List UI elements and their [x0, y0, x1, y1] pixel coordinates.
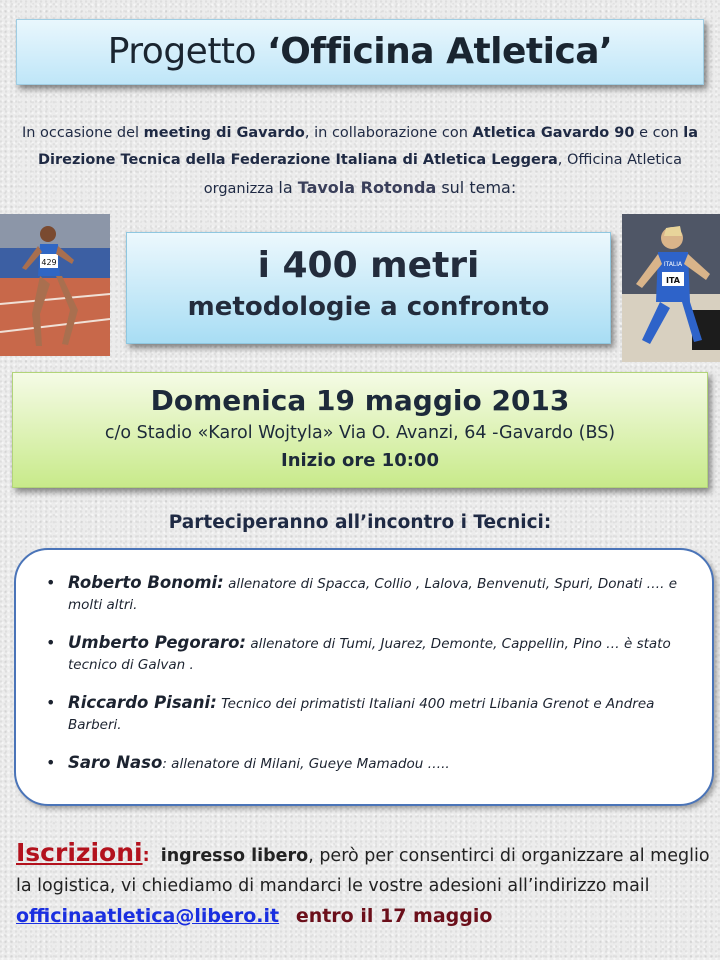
list-item — [46, 692, 686, 736]
technician-name: Riccardo Pisani: — [68, 693, 217, 712]
intro-club: Atletica Gavardo 90 — [472, 125, 635, 141]
free-entry: ingresso libero — [160, 846, 309, 866]
technicians-list — [14, 548, 714, 806]
technician-name: Saro Naso — [68, 753, 163, 772]
list-item — [46, 572, 686, 616]
registration-text: , però per consentirci di organizzare al meglio la logistica, vi chiediamo di mandarci le vostre adesioni all’indirizzo mail — [16, 846, 710, 896]
right-shirt-text: ITALIA — [663, 261, 683, 268]
registration-info — [16, 838, 710, 932]
technician-description: Tecnico dei primatisti Italiani 400 metri Libania Grenot e Andrea Barberi. — [68, 696, 655, 733]
title-prefix: Progetto — [107, 31, 268, 72]
technician-description: : allenatore di Milani, Gueye Mamadou ….. — [162, 756, 450, 772]
event-details-box — [12, 372, 708, 488]
intro-text-2: , in collaborazione con — [304, 125, 473, 141]
intro-text-5: sul tema: — [436, 178, 517, 197]
technician-description: allenatore di Tumi, Juarez, Demonte, Cappellin, Pino … è stato tecnico di Galvan . — [68, 636, 671, 673]
list-item — [46, 752, 686, 775]
intro-round-table: Tavola Rotonda — [297, 178, 437, 197]
event-venue: c/o Stadio «Karol Wojtyla» Via O. Avanzi, 64 -Gavardo (BS) — [104, 423, 616, 443]
registration-label: Iscrizioni — [16, 838, 143, 867]
bullet-icon: • — [46, 753, 56, 772]
topic-title: i 400 metri — [257, 245, 480, 286]
left-bib-number: 429 — [41, 258, 57, 267]
intro-la: la — [278, 178, 298, 197]
participants-heading: Parteciperanno all’incontro i Tecnici: — [168, 512, 552, 533]
topic-subtitle: metodologie a confronto — [187, 292, 550, 322]
runner-right-illustration — [622, 214, 720, 362]
bullet-icon: • — [46, 633, 56, 652]
intro-text-1: In occasione del — [21, 125, 144, 141]
bullet-icon: • — [46, 573, 56, 592]
bullet-icon: • — [46, 693, 56, 712]
page-title — [16, 19, 704, 85]
right-bib-text: ITA — [665, 276, 681, 285]
technician-description: allenatore di Spacca, Collio , Lalova, Benvenuti, Spuri, Donati …. e molti altri. — [68, 576, 678, 613]
athlete-photo-left — [0, 214, 110, 356]
athlete-photo-right — [622, 214, 720, 362]
registration-colon: : — [142, 846, 150, 866]
title-name: ‘Officina Atletica’ — [267, 31, 613, 72]
technician-name: Umberto Pegoraro: — [68, 633, 247, 652]
intro-paragraph — [20, 120, 700, 203]
event-start-time: Inizio ore 10:00 — [281, 450, 439, 471]
topic-box — [126, 232, 611, 344]
intro-meeting: meeting di Gavardo — [143, 125, 305, 141]
email-link[interactable]: officinaatletica@libero.it — [16, 905, 280, 927]
deadline: entro il 17 maggio — [295, 905, 493, 927]
list-item — [46, 632, 686, 676]
technician-name: Roberto Bonomi: — [68, 573, 224, 592]
intro-text-3: e con — [634, 125, 684, 141]
intro-federation: la Direzione Tecnica della Federazione Italiana di Atletica Leggera — [37, 125, 699, 168]
event-date: Domenica 19 maggio 2013 — [150, 384, 570, 417]
intro-text-4: , Officina Atletica organizza — [203, 152, 683, 197]
runner-left-illustration — [0, 214, 110, 356]
